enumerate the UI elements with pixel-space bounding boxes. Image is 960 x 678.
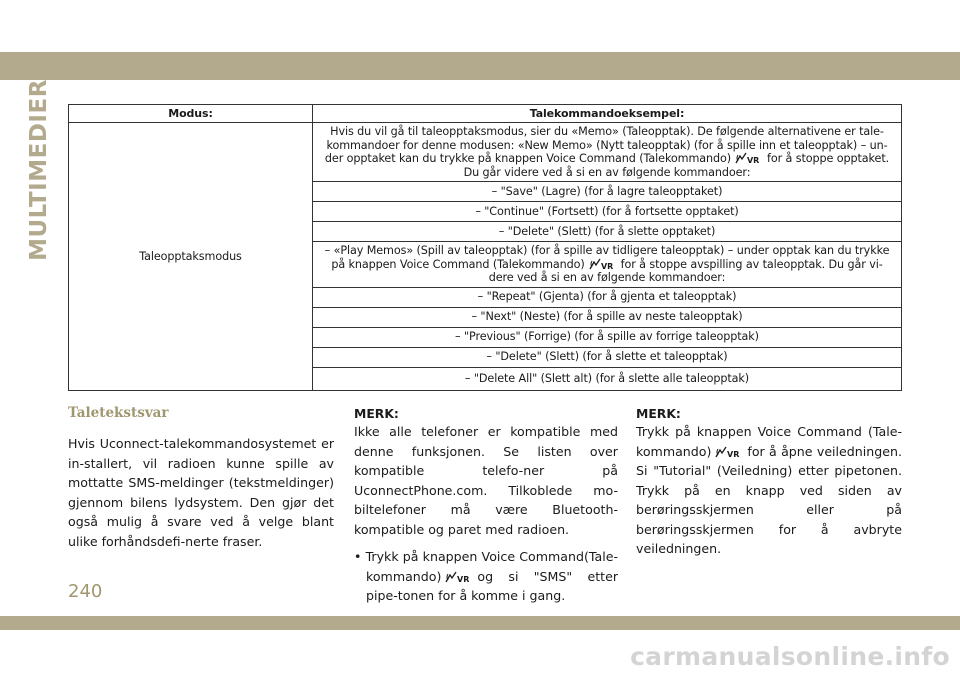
memo-intro-cell: [313, 123, 902, 182]
top-decorative-band: [0, 52, 960, 80]
bullet-text-b: og si "SMS" etter pipe-tonen for å komme i gang.: [366, 568, 618, 603]
voice-command-icon: [445, 571, 473, 583]
memo-line-4: Du går videre ved å si en av følgende kommandoer:: [463, 165, 751, 179]
memo-line-2: kommandoer for denne modusen: «New Memo» (Nytt taleopptak) (for å spille inn et taleopptak) – un-: [326, 138, 888, 152]
voice-command-icon: [589, 258, 617, 270]
play-line-1: – «Play Memos» (Spill av taleopptak) (for å spille av tidligere taleopptak) – under opptak kan du trykke: [324, 244, 890, 257]
bottom-decorative-band: [0, 616, 960, 630]
delete-cell: – "Delete" (Slett) (for å slette opptaket): [313, 222, 902, 242]
note-text-a: Trykk på knappen Voice Command (Tale-kommando): [636, 424, 902, 459]
play-line-2a: på knappen Voice Command (Talekommando): [331, 257, 585, 271]
previous-cell: – "Previous" (Forrige) (for å spille av forrige taleopptak): [313, 327, 902, 347]
vr-label: VR: [457, 574, 470, 583]
voice-command-icon: [715, 446, 743, 458]
table-header-row: [69, 105, 902, 123]
section-heading: Taletekstsvar: [68, 405, 169, 421]
delete-memo-cell: – "Delete" (Slett) (for å slette et taleopptak): [313, 347, 902, 367]
site-watermark: carmanualsonline.info: [630, 642, 950, 671]
mode-cell: Taleopptaksmodus: [69, 123, 313, 391]
vr-label: VR: [600, 261, 613, 270]
note-title: MERK:: [636, 406, 681, 421]
page-number: 240: [68, 581, 103, 602]
play-line-2b: for å stoppe avspilling av taleopptak. Du går vi-: [620, 257, 883, 271]
memo-line-3a: der opptaket kan du trykke på knappen Voice Command (Talekommando): [324, 152, 732, 165]
memo-line-3b: for å stoppe opptaket.: [767, 152, 890, 165]
section-side-label: [24, 79, 54, 261]
memo-line-1: Hvis du vil gå til taleopptaksmodus, sier du «Memo» (Taleopptak). De følgende alternativene er tale-: [330, 125, 884, 138]
header-example: Talekommandoeksempel:: [313, 105, 902, 123]
vr-label: VR: [727, 449, 740, 458]
header-mode: Modus:: [69, 105, 313, 123]
sms-body-text: Hvis Uconnect-talekommandosystemet er in-stallert, vil radioen kunne spille av mottatte SMS-meldinger (tekstmeldinger) gjennom bilens lydsystem. Den gjør det også mulig å svare ved å velge blant ulike forhåndsdefi-nerte fraser.: [68, 436, 334, 549]
section-label-text: MULTIMEDIER: [26, 79, 52, 261]
play-memos-cell: [313, 242, 902, 288]
note-body-text: Ikke alle telefoner er kompatible med denne funksjonen. Se listen over kompatible telefo-ner på UconnectPhone.com. Tilkoblede mo-biltelefoner må være Bluetooth-kompatible og paret med radioen.: [354, 424, 618, 537]
bullet-text-a: • Trykk på knappen Voice Command(Tale-kommando): [354, 549, 618, 584]
bullet-item: [354, 547, 618, 606]
play-line-3: dere ved å si en av følgende kommandoer:: [488, 271, 726, 284]
voice-command-table: [68, 104, 902, 391]
continue-cell: – "Continue" (Fortsett) (for å fortsette opptaket): [313, 202, 902, 222]
save-cell: – "Save" (Lagre) (for å lagre taleopptaket): [313, 182, 902, 202]
delete-all-cell: – "Delete All" (Slett alt) (for å slette alle taleopptak): [313, 367, 902, 390]
voice-command-icon: [735, 152, 763, 164]
note-text-b: for å åpne veiledningen. Si "Tutorial" (Veiledning) etter pipetonen. Trykk på en knapp ved siden av berøringsskjermen eller på berøringsskjermen for å avbryte veiledningen.: [636, 443, 902, 556]
next-cell: – "Next" (Neste) (for å spille av neste taleopptak): [313, 307, 902, 327]
note-title: MERK:: [354, 406, 399, 421]
vr-label: VR: [747, 156, 760, 164]
table-row: [69, 123, 902, 182]
column-sms-reply: [68, 404, 334, 551]
column-note-2: [636, 404, 902, 559]
column-note-1: [354, 404, 618, 606]
repeat-cell: – "Repeat" (Gjenta) (for å gjenta et taleopptak): [313, 287, 902, 307]
note-body-text: [636, 422, 902, 559]
